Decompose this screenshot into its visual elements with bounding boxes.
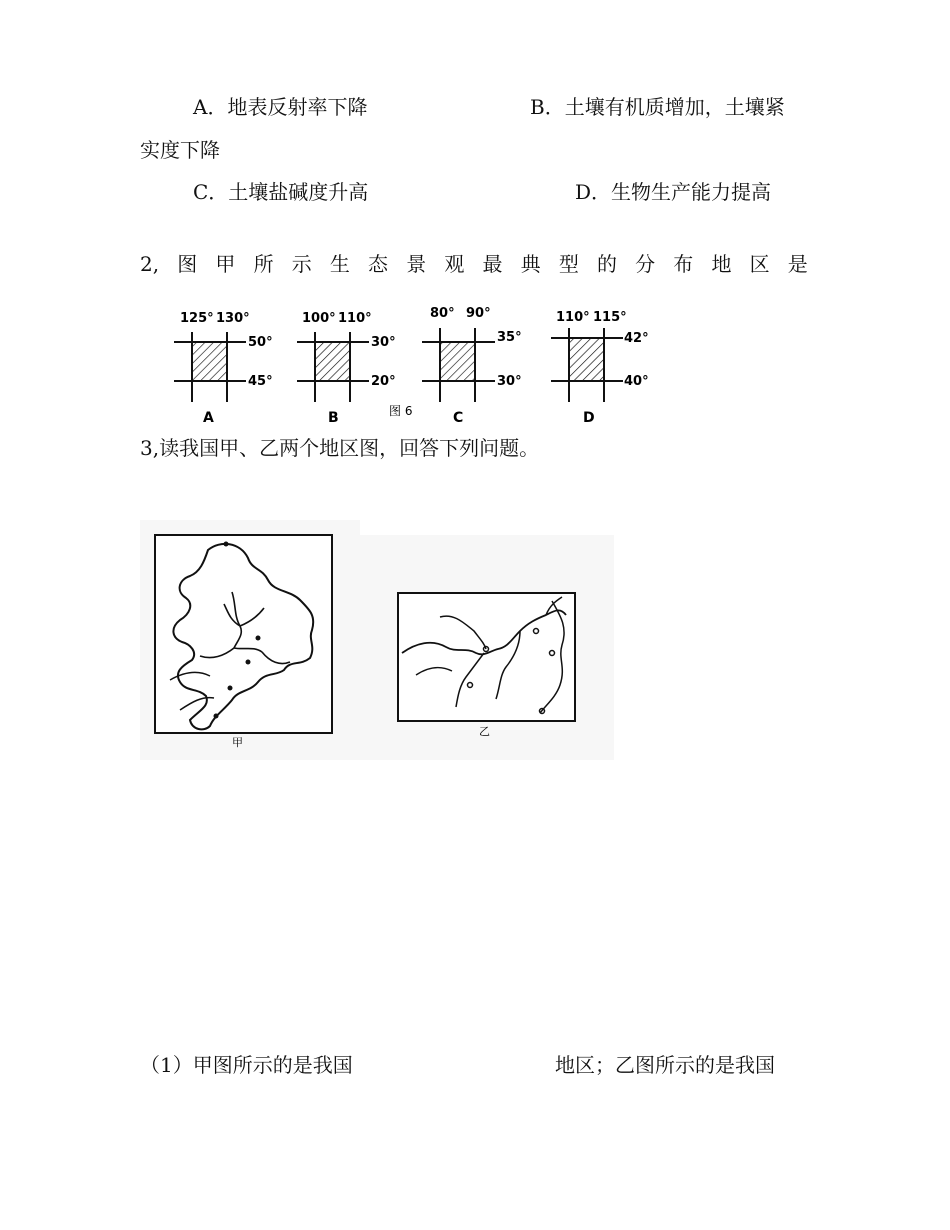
lon-label: 115°	[593, 310, 627, 325]
map-label: 甲	[232, 737, 243, 749]
stem-char: 区	[749, 252, 770, 276]
grid-option-a	[174, 311, 273, 426]
stem-char: 示	[291, 252, 312, 276]
option-b: B．土壤有机质增加，土壤紧	[530, 95, 785, 119]
lat-label: 20°	[371, 374, 396, 389]
map-label: 乙	[479, 726, 490, 738]
grid-label: B	[328, 410, 339, 426]
lon-label: 80°	[430, 306, 455, 321]
grid-option-d	[551, 310, 649, 426]
city-dot	[224, 542, 229, 547]
map-yi	[356, 535, 614, 760]
city-dot	[228, 686, 233, 691]
question-3-stem: 3,读我国甲、乙两个地区图，回答下列问题。	[140, 436, 540, 460]
map-frame	[155, 535, 332, 733]
option-c: C．土壤盐碱度升高	[193, 180, 369, 204]
grid-label: C	[453, 410, 464, 426]
stem-char: 观	[444, 252, 465, 276]
grid-option-b	[297, 311, 396, 426]
stem-char: 型	[558, 252, 579, 276]
grid-label: A	[203, 410, 214, 426]
lat-label: 42°	[624, 331, 649, 346]
lon-label: 110°	[338, 311, 372, 326]
figure-6-grids	[160, 302, 680, 427]
stem-char: 典	[520, 252, 541, 276]
stem-char: 图	[177, 252, 198, 276]
stem-char: 是	[787, 252, 808, 276]
stem-char: 态	[368, 252, 389, 276]
grid-label: D	[583, 410, 595, 426]
stem-char: 2,	[140, 252, 160, 276]
hatched-area	[192, 342, 227, 381]
hatched-area	[440, 342, 475, 381]
sub-question-1-part1: （1）甲图所示的是我国	[140, 1053, 353, 1077]
stem-char: 所	[253, 252, 274, 276]
sub-question-1-part2: 地区；乙图所示的是我国	[555, 1053, 775, 1077]
lon-label: 130°	[216, 311, 250, 326]
lat-label: 30°	[497, 374, 522, 389]
city-dot	[214, 714, 219, 719]
lon-label: 100°	[302, 311, 336, 326]
question-2-stem	[140, 252, 808, 276]
stem-char: 分	[635, 252, 656, 276]
hatched-area	[315, 342, 350, 381]
city-dot	[246, 660, 251, 665]
stem-char: 景	[406, 252, 427, 276]
stem-char: 的	[596, 252, 617, 276]
map-jia	[140, 520, 360, 760]
lat-label: 35°	[497, 330, 522, 345]
hatched-area	[569, 338, 604, 381]
grid-option-c	[422, 306, 522, 426]
lon-label: 110°	[556, 310, 590, 325]
lat-label: 40°	[624, 374, 649, 389]
stem-char: 地	[711, 252, 732, 276]
option-b-continuation: 实度下降	[140, 138, 220, 162]
stem-char: 布	[673, 252, 694, 276]
option-a: A．地表反射率下降	[193, 95, 368, 119]
figure-caption: 图 6	[389, 404, 413, 418]
lat-label: 50°	[248, 335, 273, 350]
stem-char: 生	[329, 252, 350, 276]
map-frame	[398, 593, 575, 721]
stem-char: 甲	[215, 252, 236, 276]
option-d: D．生物生产能力提高	[575, 180, 772, 204]
lat-label: 45°	[248, 374, 273, 389]
city-dot	[256, 636, 261, 641]
lon-label: 90°	[466, 306, 491, 321]
lat-label: 30°	[371, 335, 396, 350]
lon-label: 125°	[180, 311, 214, 326]
stem-char: 最	[482, 252, 503, 276]
